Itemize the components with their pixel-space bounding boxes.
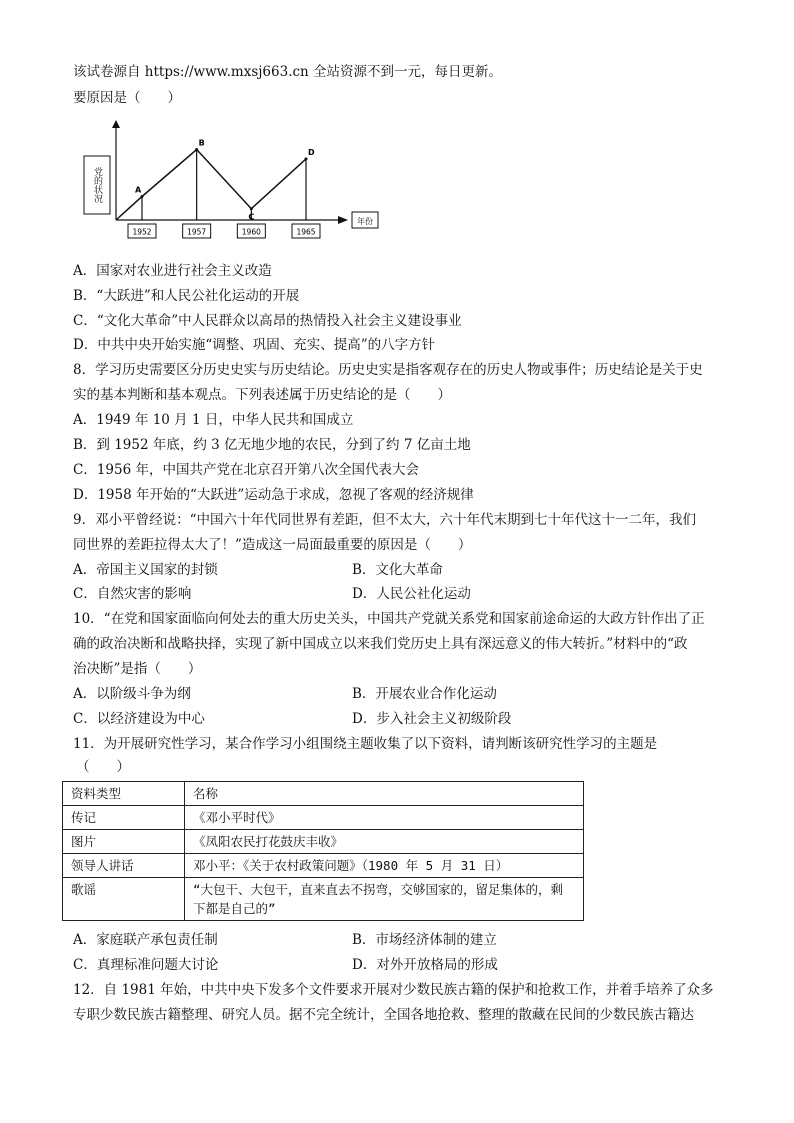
x-tick-label: 1957 (187, 227, 207, 237)
table-row (63, 878, 584, 921)
point-label-c: C (248, 212, 255, 222)
x-tick-label: 1960 (241, 227, 261, 237)
table-header-cell: 名称 (185, 782, 584, 806)
x-axis-label: 年份 (357, 217, 373, 226)
q11-stem-line-1: 11．为开展研究性学习，某合作学习小组围绕主题收集了以下资料，请判断该研究性学习的主题是 (73, 736, 658, 752)
q8-option-a: A．1949 年 10 月 1 日，中华人民共和国成立 (73, 412, 354, 428)
q9-option-c: C．自然灾害的影响 (73, 586, 192, 602)
table-row (63, 806, 584, 830)
q11-option-c: C．真理标准问题大讨论 (73, 957, 219, 973)
q11-option-d: D．对外开放格局的形成 (352, 957, 498, 973)
header-banner: 该试卷源自 https://www.mxsj663.cn 全站资源不到一元，每日更新。 (73, 64, 503, 80)
x-tick-label: 1965 (296, 227, 316, 237)
q10-stem-line-3: 治决断”是指（ ） (73, 661, 202, 677)
y-axis-label: 党的状况 (92, 167, 102, 203)
q7-option-c: C．“文化大革命”中人民群众以高昂的热情投入社会主义建设事业 (73, 313, 462, 329)
q9-option-d: D．人民公社化运动 (352, 586, 471, 602)
q8-option-d: D．1958 年开始的“大跃进”运动急于求成，忽视了客观的经济规律 (73, 487, 474, 503)
data-point-d (305, 157, 308, 160)
q10-stem-line-1: 10．“在党和国家面临向何处去的重大历史关头，中国共产党就关系党和国家前途命运的大政方针作出了正 (73, 611, 705, 627)
table-cell-title: 邓小平：《关于农村政策问题》（1980 年 5 月 31 日） (185, 854, 584, 878)
q9-option-a: A．帝国主义国家的封锁 (73, 562, 218, 578)
table-row (63, 830, 584, 854)
table-row (63, 854, 584, 878)
q10-option-b: B．开展农业合作化运动 (352, 686, 497, 702)
q7-option-a: A．国家对农业进行社会主义改造 (73, 263, 272, 279)
q11-option-b: B．市场经济体制的建立 (352, 932, 497, 948)
q8-stem-line-1: 8．学习历史需要区分历史史实与历史结论。历史史实是指客观存在的历史人物或事件；历史结论是关于史 (73, 362, 703, 378)
data-point-b (195, 148, 198, 151)
table-cell-title: 《凤阳农民打花鼓庆丰收》 (185, 830, 584, 854)
q7-option-d: D．中共中央开始实施“调整、巩固、充实、提高”的八字方针 (73, 337, 436, 353)
data-point-c (250, 207, 253, 210)
q8-option-c: C．1956 年，中国共产党在北京召开第八次全国代表大会 (73, 462, 419, 478)
table-cell-type: 传记 (63, 806, 185, 830)
q10-option-c: C．以经济建设为中心 (73, 711, 205, 727)
point-label-a: A (135, 185, 142, 195)
materials-table (62, 781, 584, 921)
q8-option-b: B．到 1952 年底，约 3 亿无地少地的农民，分到了约 7 亿亩土地 (73, 437, 471, 453)
q9-stem-line-2: 同世界的差距拉得太大了！”造成这一局面最重要的原因是（ ） (73, 537, 472, 553)
point-label-b: B (198, 138, 205, 148)
point-label-d: D (308, 147, 315, 157)
q10-option-a: A．以阶级斗争为纲 (73, 686, 191, 702)
q8-stem-line-2: 实的基本判断和基本观点。下列表述属于历史结论的是（ ） (73, 387, 451, 403)
table-cell-title: 《邓小平时代》 (185, 806, 584, 830)
table-cell-type: 歌谣 (63, 878, 185, 921)
q10-stem-line-2: 确的政治决断和战略抉择，实现了新中国成立以来我们党历史上具有深远意义的伟大转折。”材料中的“政 (73, 636, 688, 652)
q12-stem-line-2: 专职少数民族古籍整理、研究人员。据不完全统计，全国各地抢救、整理的散藏在民间的少数民族古籍达 (73, 1007, 694, 1023)
table-cell-type: 领导人讲话 (63, 854, 185, 878)
question-7-tail: 要原因是（ ） (73, 90, 181, 106)
q10-option-d: D．步入社会主义初级阶段 (352, 711, 512, 727)
table-cell-title: “大包干、大包干，直来直去不拐弯，交够国家的，留足集体的，剩下都是自己的” (185, 878, 584, 921)
q9-option-b: B．文化大革命 (352, 562, 443, 578)
x-tick-label: 1952 (132, 227, 152, 237)
q7-option-b: B．“大跃进”和人民公社化运动的开展 (73, 288, 300, 304)
table-header-row (63, 782, 584, 806)
table-header-cell: 资料类型 (63, 782, 185, 806)
party-status-line-chart (72, 116, 402, 250)
q12-stem-line-1: 12．自 1981 年始，中共中央下发多个文件要求开展对少数民族古籍的保护和抢救工作，并着手培养了众多 (73, 982, 714, 998)
table-cell-type: 图片 (63, 830, 185, 854)
q11-stem-line-2: （ ） (76, 759, 130, 775)
q9-stem-line-1: 9．邓小平曾经说：“中国六十年代同世界有差距，但不太大，六十年代末期到七十年代这十一二年，我们 (73, 512, 696, 528)
data-point-a (141, 195, 144, 198)
q11-option-a: A．家庭联产承包责任制 (73, 932, 218, 948)
